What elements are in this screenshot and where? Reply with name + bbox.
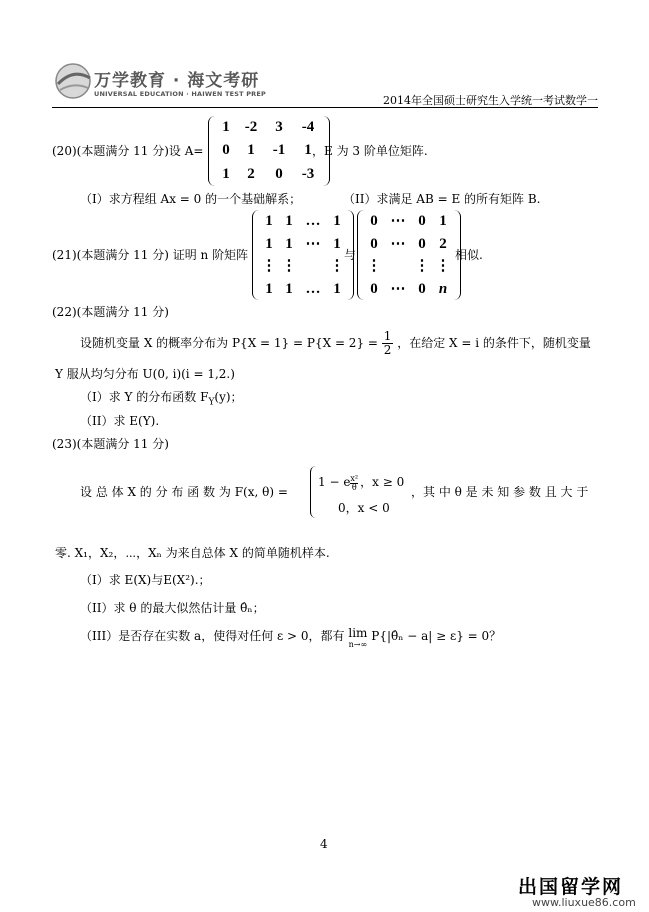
q20-matrix-cell: 1 xyxy=(222,165,230,182)
q21-matrix1-cell: 1 xyxy=(285,280,293,297)
q20-matrix-cell: 1 xyxy=(222,119,230,135)
q23-head: (23)(本题满分 11 分) xyxy=(52,437,169,451)
page-number: 4 xyxy=(320,837,328,851)
q20-part1: （I）求方程组 Ax = 0 的一个基础解系； xyxy=(80,192,302,206)
q20-part2: （II）求满足 AB = E 的所有矩阵 B. xyxy=(343,192,541,206)
q20-matrix-cell: 3 xyxy=(275,119,283,135)
q21-matrix1-cell: ⋯ xyxy=(305,235,321,252)
q21-prefix: (21)(本题满分 11 分) 证明 n 阶矩阵 xyxy=(52,248,249,262)
q23-piecewise-brace xyxy=(310,466,317,518)
q23-def-b: ，其 中 θ 是 未 知 参 数 且 大 于 xyxy=(411,485,589,499)
q21-between: 与 xyxy=(344,248,357,262)
q21-matrix1-cell: 1 xyxy=(265,235,273,252)
q21-matrix2-cell: 0 xyxy=(418,213,426,229)
q21-matrix2-cell: 2 xyxy=(439,235,447,252)
q21-matrix2-cell: ⋮ xyxy=(414,258,430,274)
q21-matrix1-cell: 1 xyxy=(265,213,273,229)
q21-matrix1-cell: 1 xyxy=(265,280,273,297)
q21-matrix1-cell: … xyxy=(305,213,321,229)
q21-matrix2-cell xyxy=(384,255,412,278)
q21-matrix2-cell: 0 xyxy=(370,235,378,252)
q21-matrix1-cell: 1 xyxy=(285,235,293,252)
q21-matrix1-cell: ⋮ xyxy=(281,258,297,274)
q21-matrix1-cell: 1 xyxy=(333,280,341,297)
q20-suffix: ，E 为 3 阶单位矩阵. xyxy=(312,144,428,158)
q23-def-a: 设 总 体 X 的 分 布 函 数 为 F(x, θ) = xyxy=(80,485,288,499)
q21-matrix1-cell: ⋮ xyxy=(261,258,277,274)
q23-line2: 零. X₁，X₂，⋯，Xₙ 为来自总体 X 的简单随机样本. xyxy=(55,546,330,560)
q21-matrix2-cell: 0 xyxy=(418,280,426,297)
q21-matrix1-cell: 1 xyxy=(333,235,341,252)
footer-url: www.liuxue86.com xyxy=(532,896,636,909)
q22-line2: Y 服从均匀分布 U(0, i)(i = 1,2.) xyxy=(55,367,235,381)
q20-prefix: (20)(本题满分 11 分)设 A= xyxy=(52,144,204,158)
q21-matrix-ones xyxy=(252,210,357,300)
q20-matrix-cell: 1 xyxy=(304,142,312,159)
footer-brand: 出国留学网 xyxy=(518,876,624,898)
header-logo xyxy=(52,60,282,104)
q22-line1-a: 设随机变量 X 的概率分布为 P{X = 1} = P{X = 2} = xyxy=(80,336,382,350)
q20-matrix-cell: -2 xyxy=(244,119,258,135)
q23-part2: （II）求 θ 的最大似然估计量 θ̂ₙ； xyxy=(80,601,265,615)
q21-matrix2-cell: 0 xyxy=(370,213,378,229)
q20-matrix-cell: -4 xyxy=(301,119,315,135)
q21-matrix2-cell: n xyxy=(438,280,448,297)
q22-line1-b: ，在给定 X = i 的条件下，随机变量 xyxy=(397,336,591,350)
q20-matrix-cell: 0 xyxy=(222,142,230,159)
q21-matrix1-cell: 1 xyxy=(333,213,341,229)
q22-fraction: $\frac{1}{2}$ xyxy=(383,329,392,357)
q20-matrix-cell: -3 xyxy=(301,165,315,182)
q21-matrix1-cell: ⋮ xyxy=(329,258,345,274)
q22-part2: （II）求 E(Y). xyxy=(80,414,160,428)
q21-matrix2-cell: ⋮ xyxy=(366,258,382,274)
q21-matrix2-cell: 1 xyxy=(439,213,447,229)
q21-matrix2-cell: 0 xyxy=(370,280,378,297)
q22-line1 xyxy=(80,330,591,357)
q21-matrix1-cell: … xyxy=(305,280,321,297)
q23-case2: 0，x < 0 xyxy=(338,501,390,515)
q21-matrix2-cell: 0 xyxy=(418,235,426,252)
q21-matrix2-cell: ⋯ xyxy=(390,235,406,252)
q21-matrix-diag xyxy=(357,210,461,300)
q23-case1: 1 − e $\frac{\text{x²}}{\theta}$ ，x ≥ 0 xyxy=(318,474,405,492)
q22-head: (22)(本题满分 11 分) xyxy=(52,305,169,319)
q23-part1: （I）求 E(X)与E(X²).； xyxy=(80,573,211,587)
q21-matrix2-cell: ⋯ xyxy=(390,280,406,297)
q20-matrix-cell: 0 xyxy=(275,165,283,182)
logo-chinese-name: 万学教育 · 海文考研 xyxy=(94,71,260,91)
q21-suffix: 相似. xyxy=(455,248,483,262)
q21-matrix2-cell: ⋯ xyxy=(390,213,406,229)
q21-matrix1-cell: 1 xyxy=(285,213,293,229)
q23-exponent: $\frac{\text{x²}}{\theta}$ xyxy=(350,474,359,492)
exam-title: 2014年全国硕士研究生入学统一考试数学一 xyxy=(383,94,598,107)
q23-limit: lim n→∞ xyxy=(348,626,368,649)
logo-globe-icon xyxy=(52,60,94,102)
logo-english-name: UNIVERSAL EDUCATION · HAIWEN TEST PREP xyxy=(94,90,266,98)
q20-matrix-cell: 2 xyxy=(247,165,255,182)
header-divider xyxy=(52,107,598,108)
q21-matrix1-cell xyxy=(299,255,327,278)
q22-part1: （I）求 Y 的分布函数 $F_Y(y)$； xyxy=(80,390,243,408)
q20-matrix-cell: 1 xyxy=(247,142,255,159)
q21-matrix2-cell: ⋮ xyxy=(435,258,451,274)
q23-part3: （III）是否存在实数 a，使得对任何 ε > 0，都有 lim n→∞ P{|θ̂ₙ − a| ≥ ε} = 0？ xyxy=(80,626,502,649)
q20-matrix-cell: -1 xyxy=(272,142,286,159)
